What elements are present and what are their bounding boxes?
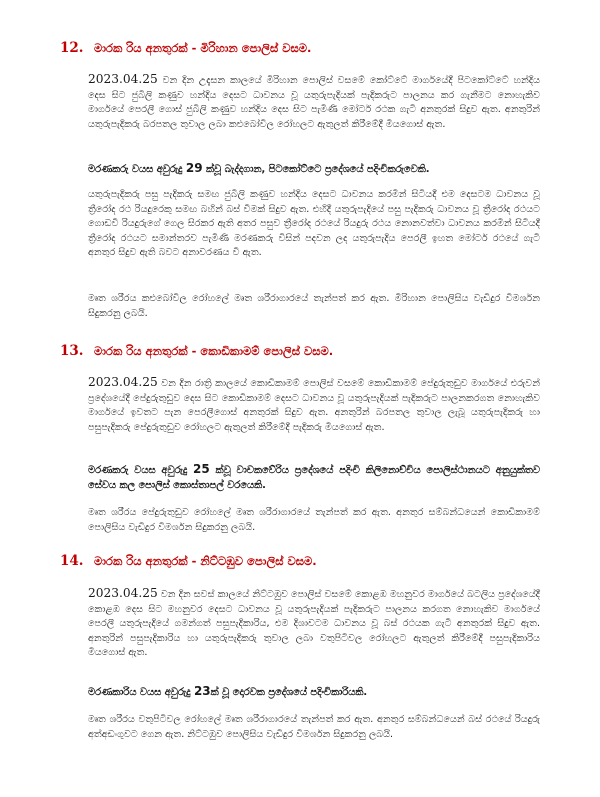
section-13-paragraph-3: මෘත ශරීරය පේදුරුතුඩුව රෝහලේ මෘත ශරීරාගාරයේ තැන්පත් කර ඇත. අනතුර සම්බන්ධයෙන් කොඩිකාමම් පොලිසිය වැඩිදුර විමර්ශන සිදුකරනු ලබයි. (88, 507, 540, 533)
section-number: 13. (60, 343, 84, 359)
section-13-victim-info: මරණකරු වයස අවුරුදු 25 ක්වූ වාචකවේරිය ප්‍රදේශයේ පදිංචි කිලිනොච්චිය පොලිස්ථානයට අනුයුක්තව සේවය කල පොලිස් කොස්තාපල් වරයෙකි. (88, 462, 540, 491)
section-14-paragraph-3: මෘත ශරීරය වතුපිටිවල රෝහලේ මෘත ශරීරාගාරයේ තැන්පත් කර ඇත. අනතුර සම්බන්ධයෙන් බස් රථයේ රියදුරු අත්අඩංගුවට ගෙන ඇත. නිට්ටඹුව පොලිසිය වැඩිදුර විමර්ශන සිදුකරනු ලබයි. (88, 714, 540, 740)
incident-date: 2023.04.25 (88, 375, 158, 389)
section-heading-12 (60, 40, 311, 56)
section-title: මාරක රිය අනතුරක් - මිරිහාන පොලිස් වසම. (94, 41, 312, 55)
section-title: මාරක රිය අනතුරක් - කොඩිකාමම් පොලිස් වසම. (94, 344, 334, 358)
section-heading-13 (60, 343, 333, 359)
section-12-paragraph-4: මෘත ශරීරය කළුබෝවිල රෝහලේ මෘත ශරීරාගාරයේ තැන්පත් කර ඇත. මිරිහාන පොලිසිය වැඩිදුර විමර්ශන සිදුකරනු ලබයි. (88, 293, 540, 319)
victim-age: 25 (193, 462, 210, 476)
section-heading-14 (60, 553, 317, 569)
section-13-paragraph-1 (88, 375, 540, 435)
victim-age: 29 (185, 161, 203, 175)
section-12-paragraph-1 (88, 72, 540, 132)
paragraph-text: වන දින උදැසන කාලයේ මිරිහාන පොලිස් වසමේ කෝට්ටේ මාර්ගයේදී පිටකෝට්ටේ හන්දිය දෙස සිට ජුබිලි කණුව හන්දිය දෙසට ධාවනය වූ යතුරුපැදියක් පැදිකරුට පාලනය කර ගැනීමට නොහැකිව මාර්ගයේ පෙරලී ගොස් ජුබිලි කණුව හන්දිය දෙස සිට පැමිණි මෝටර් රථක ගැටී අනතුරක් සිදුව ඇත. අනතුරින් යතුරුපැදිකරු බරපතල තුවාල ලබා කළුබෝවිල රෝහලට ඇතුලත් කිරීමේදී මියගොස් ඇත. (88, 75, 540, 130)
paragraph-text: වන දින රාත්‍රි කාලයේ කොඩිකාමම් පොලිස් වසමේ කොඩිකාමම් පේදුරුතුඩුව මාර්ගයේ එරුවන් ප්‍රදේශයේදී පේදුරුතුඩුව දෙස සිට කොඩිකාමම් දෙසට ධාවනය වූ යතුරුපැදියක් පැදිකරුට පාලනකරගත නොහැකිව මාර්ගයේ ඉවතට පැන පෙරලීගොස් අනතුරක් සිදුව ඇත. අනතුරින් බරපතල තුවාල ලැබූ යතුරුපැදිකරු හා පසුපැදිකරු පේදුරුතුඩුව රෝහලට ඇතුලත් කිරීමේදී පැදිකරු මියගොස් ඇත. (88, 378, 540, 433)
incident-date: 2023.04.25 (88, 586, 158, 600)
section-14-paragraph-1 (88, 586, 540, 661)
incident-date: 2023.04.25 (88, 72, 158, 86)
section-14-victim-info: මරණකාරිය වයස අවුරුදු 23ක් වූ දොරවක ප්‍රදේශයේ පදිංචිකාරියකි. (88, 684, 368, 698)
victim-age: 23 (193, 684, 211, 698)
section-12-victim-info: මරණකරු වයස අවුරුදු 29 ක්වූ බැද්දගාන, පිටකෝට්ටෙ ප්‍රදේශයේ පදිංචිකරුවෙකි. (88, 161, 430, 175)
section-title: මාරක රිය අනතුරක් - නිට්ටඹුව පොලිස් වසම. (94, 554, 317, 568)
section-number: 12. (60, 40, 84, 56)
section-number: 14. (60, 553, 84, 569)
section-12-paragraph-3: යතුරුපැදිකරු පසු පැදිකරු සමඟ ජුබිලි කණුව හන්දිය දෙසට ධාවනය කරමින් සිටියදී එම දෙසටම ධාවනය වූ ත්‍රීරෝද රථ රියදුරෙකු සමඟ බහින් බස් වීමක් සිදුව ඇත. එහිදී යතුරුපැදියේ පසු පැදිකරු ධාවනය වූ ත්‍රීරෝද රථයට ගොඩවී රියදුරුගේ ගෙල සිරකර ඇති අතර පසුව ත්‍රීරෝද රථයේ රියදුරු රථය නොනවත්වා ධාවනය කරමින් සිටියදී ත්‍රීරෝද රථයට සමාන්තරව පැමිණි මරණකරු විසින් පදවන ලද යතුරුපැදිය පෙරලී ඉහත මෝටර් රථයේ ගැටී අනතුර සිදුව ඇති බවට අනාවරණය වී ඇත. (88, 189, 540, 259)
paragraph-text: වන දින සවස් කාලයේ නිට්ටඹුව පොලිස් වසමේ කොළඹ මහනුවර මාර්ගයේ බටලිය ප්‍රදේශයේදී කොළඹ දෙස සිට මහනුවර දෙසට ධාවනය වූ යතුරුපැදියක් පැදිකරුට පාලනය කරගත නොහැකිව මාර්ගයේ පෙරලී යතුරුපැදියේ ගමන්ගත් පසුපැදිකාරිය, එම දිශාවටම ධාවනය වූ බස් රථයක ගැටී අනතුරක් සිදුව ඇත. අනතුරින් පසුපැදිකාරිය හා යතුරුපැදිකරු තුවාල ලබා වතුපිටිවල රෝහලට ඇතුලත් කිරීමේදී පසුපැදිකාරිය මියගොස් ඇත. (88, 589, 540, 659)
